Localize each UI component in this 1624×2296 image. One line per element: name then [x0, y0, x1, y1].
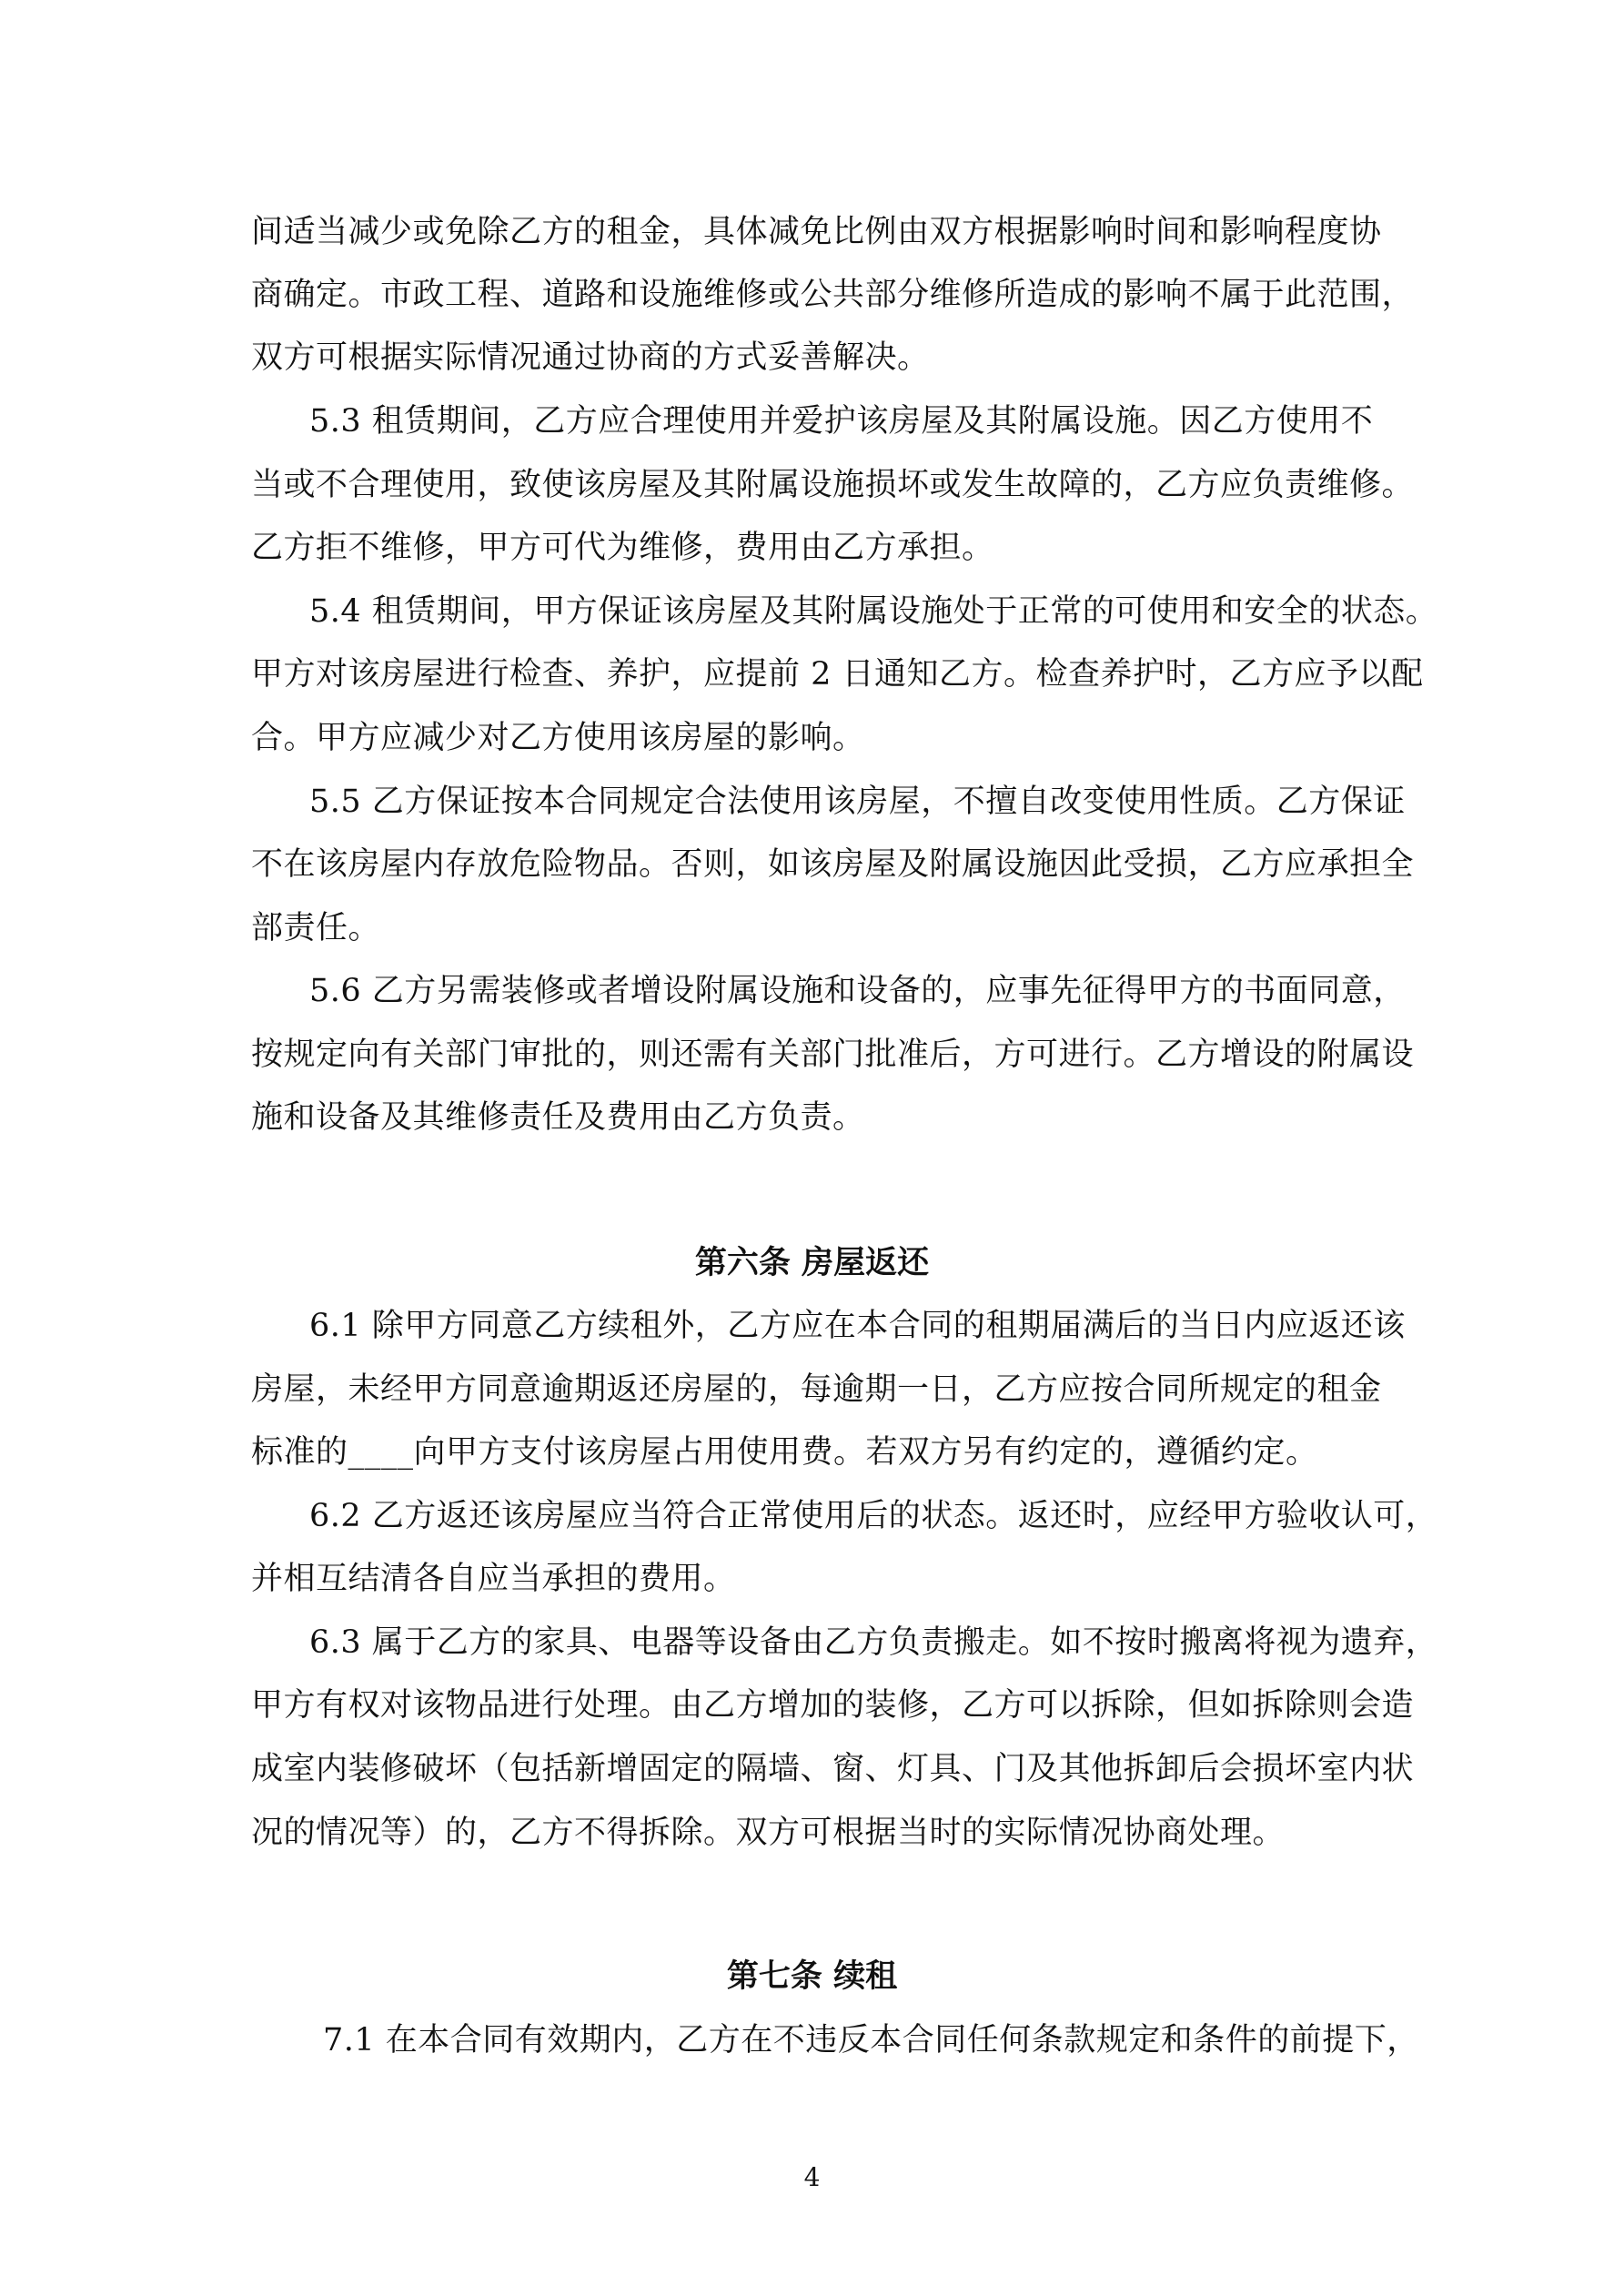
clause-7-1-line: 7.1 在本合同有效期内，乙方在不违反本合同任何条款规定和条件的前提下， — [323, 2022, 1419, 2058]
body-line: 按规定向有关部门审批的，则还需有关部门批准后，方可进行。乙方增设的附属设 — [251, 1037, 1415, 1073]
body-line: 合。甲方应减少对乙方使用该房屋的影响。 — [251, 720, 865, 756]
body-line: 乙方拒不维修，甲方可代为维修，费用由乙方承担。 — [251, 530, 994, 566]
clause-5-3-line: 5.3 租赁期间，乙方应合理使用并爱护该房屋及其附属设施。因乙方使用不 — [309, 403, 1374, 440]
clause-5-6-line: 5.6 乙方另需装修或者增设附属设施和设备的，应事先征得甲方的书面同意， — [309, 973, 1406, 1009]
body-line: 甲方有权对该物品进行处理。由乙方增加的装修，乙方可以拆除，但如拆除则会造 — [251, 1687, 1415, 1724]
section-heading-6: 第六条 房屋返还 — [694, 1245, 930, 1281]
body-line: 甲方对该房屋进行检查、养护，应提前 2 日通知乙方。检查养护时，乙方应予以配 — [251, 656, 1424, 693]
clause-6-2-line: 6.2 乙方返还该房屋应当符合正常使用后的状态。返还时，应经甲方验收认可， — [309, 1498, 1438, 1534]
body-line: 商确定。市政工程、道路和设施维修或公共部分维修所造成的影响不属于此范围， — [251, 277, 1415, 313]
body-line: 并相互结清各自应当承担的费用。 — [251, 1561, 736, 1597]
page-number: 4 — [803, 2162, 821, 2192]
body-line: 况的情况等）的，乙方不得拆除。双方可根据当时的实际情况协商处理。 — [251, 1815, 1286, 1851]
body-line: 成室内装修破坏（包括新增固定的隔墙、窗、灯具、门及其他拆卸后会损坏室内状 — [251, 1751, 1415, 1787]
body-line: 间适当减少或免除乙方的租金，具体减免比例由双方根据影响时间和影响程度协 — [251, 214, 1382, 250]
section-heading-7: 第七条 续租 — [726, 1958, 898, 1995]
clause-6-1-line: 6.1 除甲方同意乙方续租外，乙方应在本合同的租期届满后的当日内应返还该 — [309, 1308, 1406, 1344]
body-line: 房屋，未经甲方同意逾期返还房屋的，每逾期一日，乙方应按合同所规定的租金 — [251, 1371, 1382, 1408]
body-line: 当或不合理使用，致使该房屋及其附属设施损坏或发生故障的，乙方应负责维修。 — [251, 467, 1415, 503]
body-line: 部责任。 — [251, 910, 381, 946]
body-line: 标准的____向甲方支付该房屋占用使用费。若双方另有约定的，遵循约定。 — [251, 1434, 1318, 1471]
body-line: 双方可根据实际情况通过协商的方式妥善解决。 — [251, 339, 930, 376]
clause-6-3-line: 6.3 属于乙方的家具、电器等设备由乙方负责搬走。如不按时搬离将视为遗弃， — [309, 1624, 1438, 1661]
clause-5-5-line: 5.5 乙方保证按本合同规定合法使用该房屋，不擅自改变使用性质。乙方保证 — [309, 784, 1406, 820]
body-line: 施和设备及其维修责任及费用由乙方负责。 — [251, 1099, 865, 1136]
clause-5-4-line: 5.4 租赁期间，甲方保证该房屋及其附属设施处于正常的可使用和安全的状态。 — [309, 593, 1438, 630]
body-line: 不在该房屋内存放危险物品。否则，如该房屋及附属设施因此受损，乙方应承担全 — [251, 846, 1415, 883]
